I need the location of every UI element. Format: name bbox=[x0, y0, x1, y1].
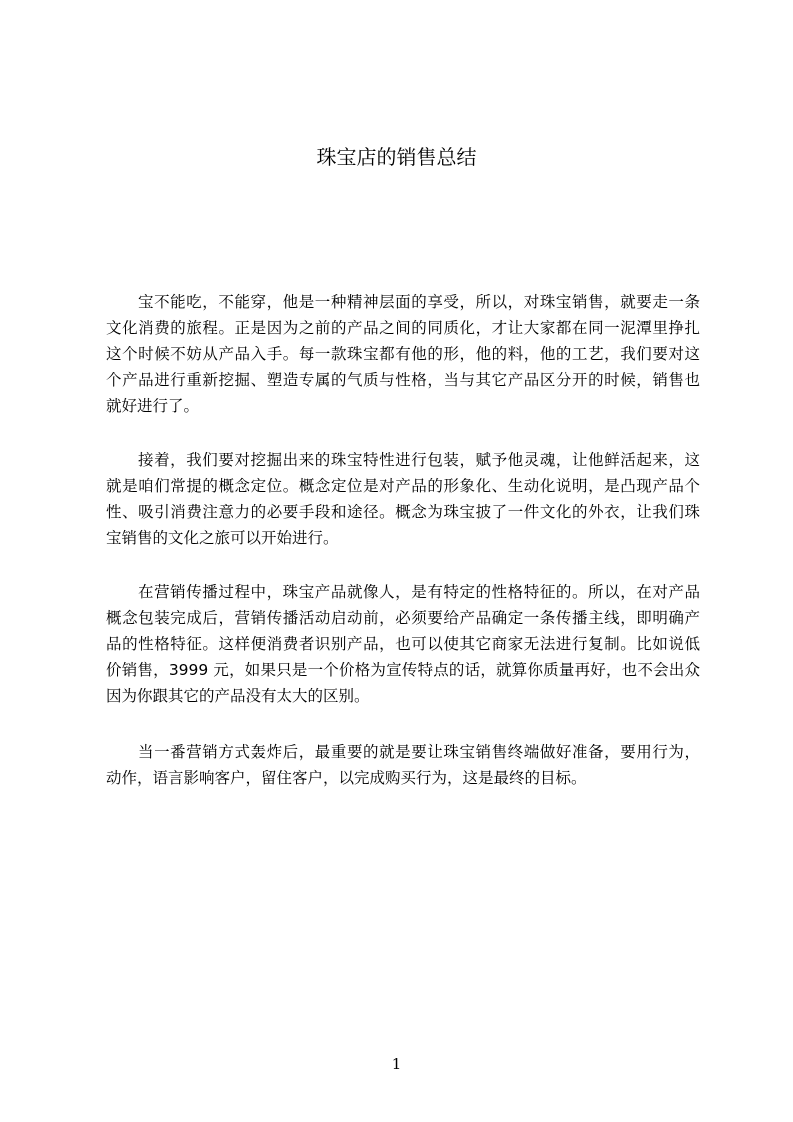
paragraph-line: 因为你跟其它的产品没有太大的区别。 bbox=[106, 687, 370, 705]
paragraph-1 bbox=[106, 289, 700, 419]
paragraph-line: 宝销售的文化之旅可以开始进行。 bbox=[106, 529, 339, 547]
paragraph-3 bbox=[106, 579, 700, 709]
paragraph-line: 价销售，3999 元，如果只是一个价格为宣传特点的话，就算你质量再好，也不会出众 bbox=[106, 661, 700, 679]
paragraph-line: 动作，语言影响客户，留住客户，以完成购买行为，这是最终的目标。 bbox=[106, 769, 587, 787]
paragraph-line: 接着，我们要对挖掘出来的珠宝特性进行包装，赋予他灵魂，让他鲜活起来，这 bbox=[138, 451, 700, 469]
paragraph-line: 当一番营销方式轰炸后，最重要的就是要让珠宝销售终端做好准备，要用行为， bbox=[138, 743, 700, 761]
paragraph-line: 个产品进行重新挖掘、塑造专属的气质与性格，当与其它产品区分开的时候，销售也 bbox=[106, 371, 700, 389]
paragraph-4 bbox=[106, 739, 700, 791]
paragraph-line: 这个时候不妨从产品入手。每一款珠宝都有他的形，他的料，他的工艺，我们要对这 bbox=[106, 345, 700, 363]
paragraph-line: 概念包装完成后，营销传播活动启动前，必须要给产品确定一条传播主线，即明确产 bbox=[106, 609, 700, 627]
paragraph-line: 就好进行了。 bbox=[106, 397, 200, 415]
paragraph-line: 文化消费的旅程。正是因为之前的产品之间的同质化，才让大家都在同一泥潭里挣扎 bbox=[106, 319, 700, 337]
paragraph-line: 就是咱们常提的概念定位。概念定位是对产品的形象化、生动化说明，是凸现产品个 bbox=[106, 477, 700, 495]
document-title: 珠宝店的销售总结 bbox=[316, 145, 477, 169]
paragraph-line: 宝不能吃，不能穿，他是一种精神层面的享受，所以，对珠宝销售，就要走一条 bbox=[138, 293, 700, 311]
paragraph-line: 性、吸引消费注意力的必要手段和途径。概念为珠宝披了一件文化的外衣，让我们珠 bbox=[106, 503, 700, 521]
paragraph-2 bbox=[106, 447, 700, 551]
paragraph-line: 品的性格特征。这样便消费者识别产品，也可以使其它商家无法进行复制。比如说低 bbox=[106, 635, 700, 653]
paragraph-line: 在营销传播过程中，珠宝产品就像人，是有特定的性格特征的。所以，在对产品 bbox=[138, 583, 700, 601]
page-number: 1 bbox=[391, 1055, 402, 1073]
